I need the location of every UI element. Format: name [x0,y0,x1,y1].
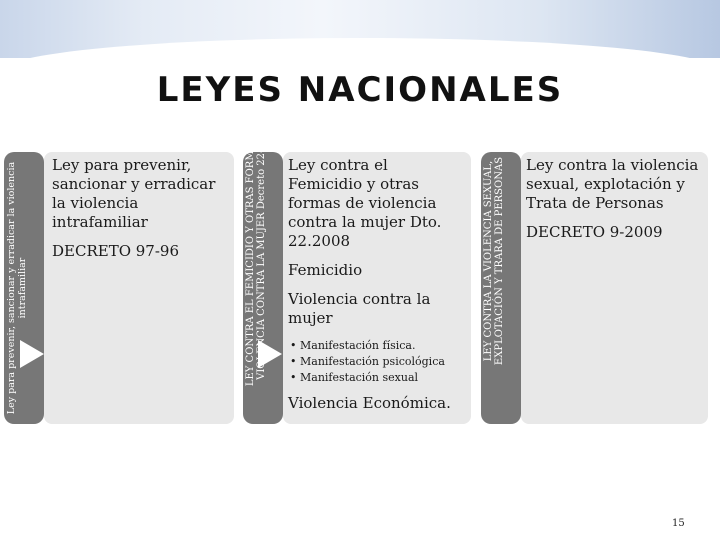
bullet-item: • Manifestación física. [300,338,464,354]
panel-3-content [526,156,704,252]
arrow-2 [258,340,282,368]
panel-2-paragraph-1: Ley contra el Femicidio y otras formas de violencia contra la mujer Dto. 22.2008 [288,156,442,250]
panel-3-paragraph-1: Ley contra la violencia sexual, explotación y Trata de Personas [526,156,699,212]
bullet-item: • Manifestación sexual [300,370,464,386]
panel-1-paragraph-1: Ley para prevenir, sancionar y erradicar la violencia intrafamiliar [52,156,216,231]
panel-3-paragraph-2: DECRETO 9-2009 [526,223,663,241]
panel-2-bullet-list [288,338,464,386]
panel-1-content [52,156,228,271]
page-number: 15 [672,518,685,529]
bullet-item: • Manifestación psicológica [300,354,464,370]
side-label-3: LEY CONTRA LA VIOLENCIA SEXUAL, EXPLOTACIÓN Y TRARA DE PERSONAS [483,156,505,366]
panel-2-paragraph-2: Femicidio [288,261,363,279]
arrow-1 [20,340,44,368]
side-label-1: Ley para prevenir, sancionar y erradicar la violencia intrafamiliar [6,161,28,415]
panel-2-paragraph-3: Violencia contra la mujer [288,290,431,327]
panel-1-paragraph-2: DECRETO 97-96 [52,242,180,260]
panel-2-paragraph-4: Violencia Económica. [288,394,451,412]
panel-2-content [288,156,464,423]
page-title: LEYES NACIONALES [156,70,564,110]
side-label-2: LEY CONTRA EL FEMICIDIO Y OTRAS FORMAS DE VIOLENCIA CONTRA LA MUJER Decreto 22-2008 [245,117,267,387]
